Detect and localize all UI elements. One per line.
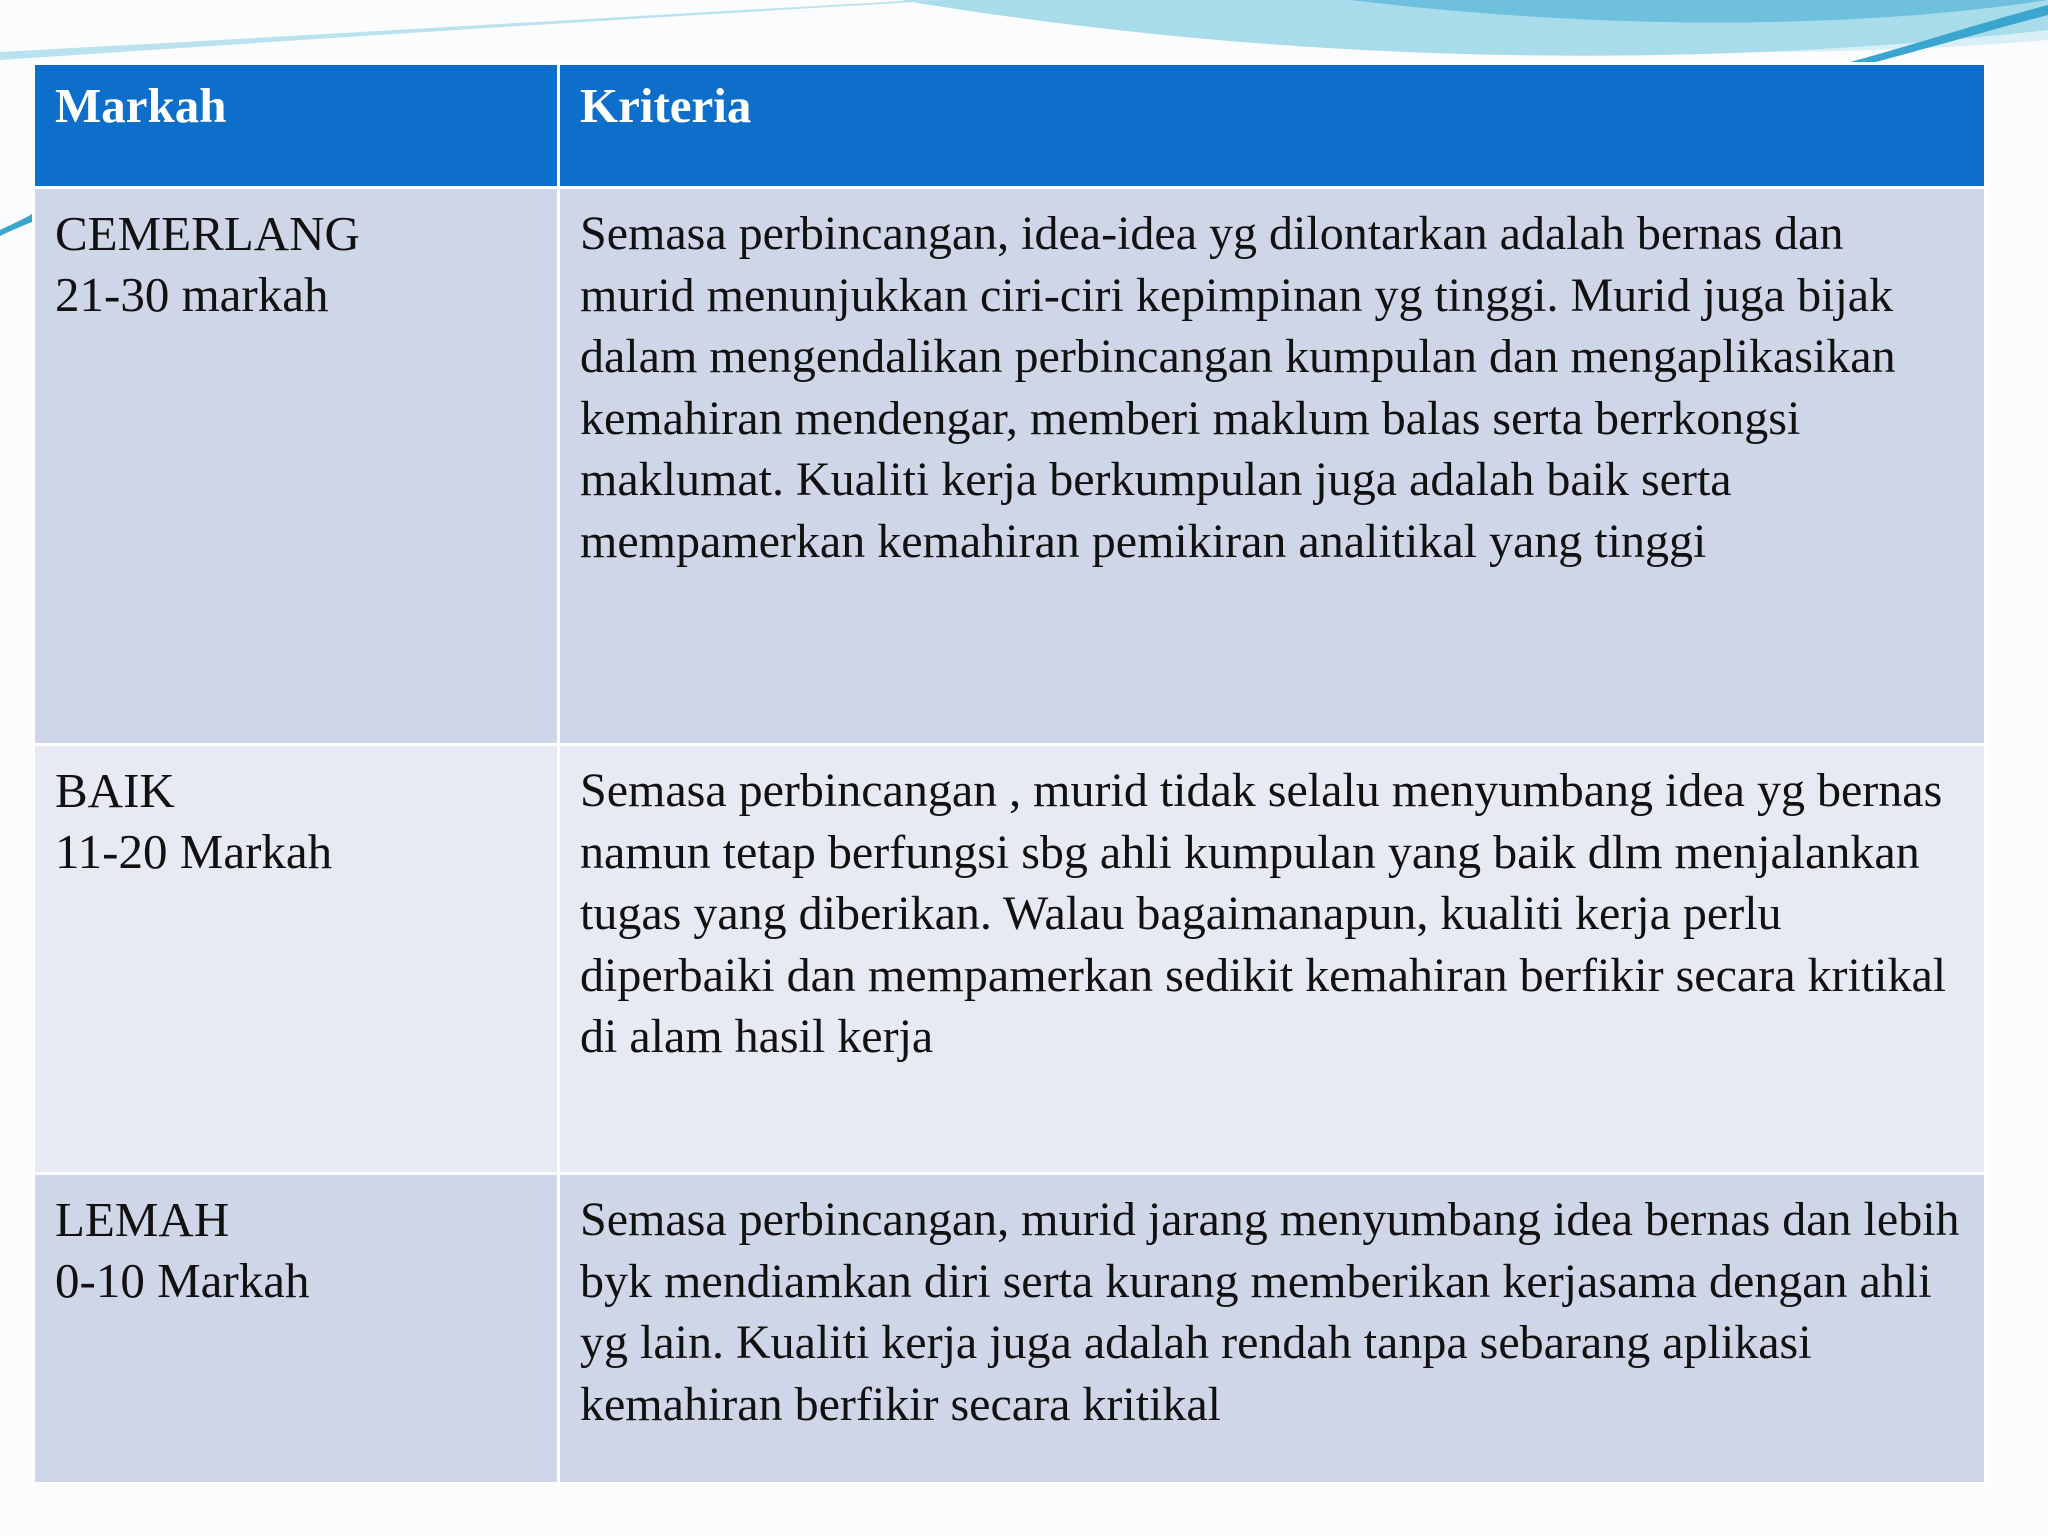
criteria-cell xyxy=(559,745,1986,1174)
header-kriteria: Kriteria xyxy=(559,64,1986,188)
table-header-row xyxy=(34,64,1986,188)
table-row-baik xyxy=(34,745,1986,1174)
criteria-text: Semasa perbincangan, murid jarang menyumbang idea bernas dan lebih byk mendiamkan diri serta kurang memberikan kerjasama dengan ahli yg lain. Kualiti kerja juga adalah rendah tanpa sebarang aplikasi kemahiran berfikir secara kritikal xyxy=(580,1193,1960,1431)
wave-line-edge xyxy=(0,214,32,236)
rubric-table xyxy=(32,62,1987,1485)
level-label: BAIK xyxy=(55,763,175,818)
table-row-lemah xyxy=(34,1174,1986,1484)
mark-cell xyxy=(34,1174,559,1484)
criteria-text: Semasa perbincangan , murid tidak selalu menyumbang idea yg bernas namun tetap berfungsi sbg ahli kumpulan yang baik dlm menjalankan tugas yang diberikan. Walau bagaimanapun, kualiti kerja perlu diperbaiki dan mempamerkan sedikit kemahiran berfikir secara kritikal di alam hasil kerja xyxy=(580,764,1947,1063)
level-label: LEMAH xyxy=(55,1192,230,1247)
table-row-cemerlang xyxy=(34,188,1986,745)
wave-line-left xyxy=(0,0,950,60)
mark-cell xyxy=(34,188,559,745)
criteria-text: Semasa perbincangan, idea-idea yg dilontarkan adalah bernas dan murid menunjukkan ciri-ciri kepimpinan yg tinggi. Murid juga bijak dalam mengendalikan perbincangan kumpulan dan mengaplikasikan kemahiran mendengar, memberi maklum balas serta berrkongsi maklumat. Kualiti kerja berkumpulan juga adalah baik serta mempamerkan kemahiran pemikiran analitikal yang tinggi xyxy=(580,207,1896,568)
level-label: CEMERLANG xyxy=(55,206,360,261)
mark-cell xyxy=(34,745,559,1174)
criteria-cell xyxy=(559,1174,1986,1484)
header-markah: Markah xyxy=(34,64,559,188)
mark-range: 21-30 markah xyxy=(55,267,329,322)
mark-range: 0-10 Markah xyxy=(55,1253,310,1308)
criteria-cell xyxy=(559,188,1986,745)
mark-range: 11-20 Markah xyxy=(55,824,333,879)
